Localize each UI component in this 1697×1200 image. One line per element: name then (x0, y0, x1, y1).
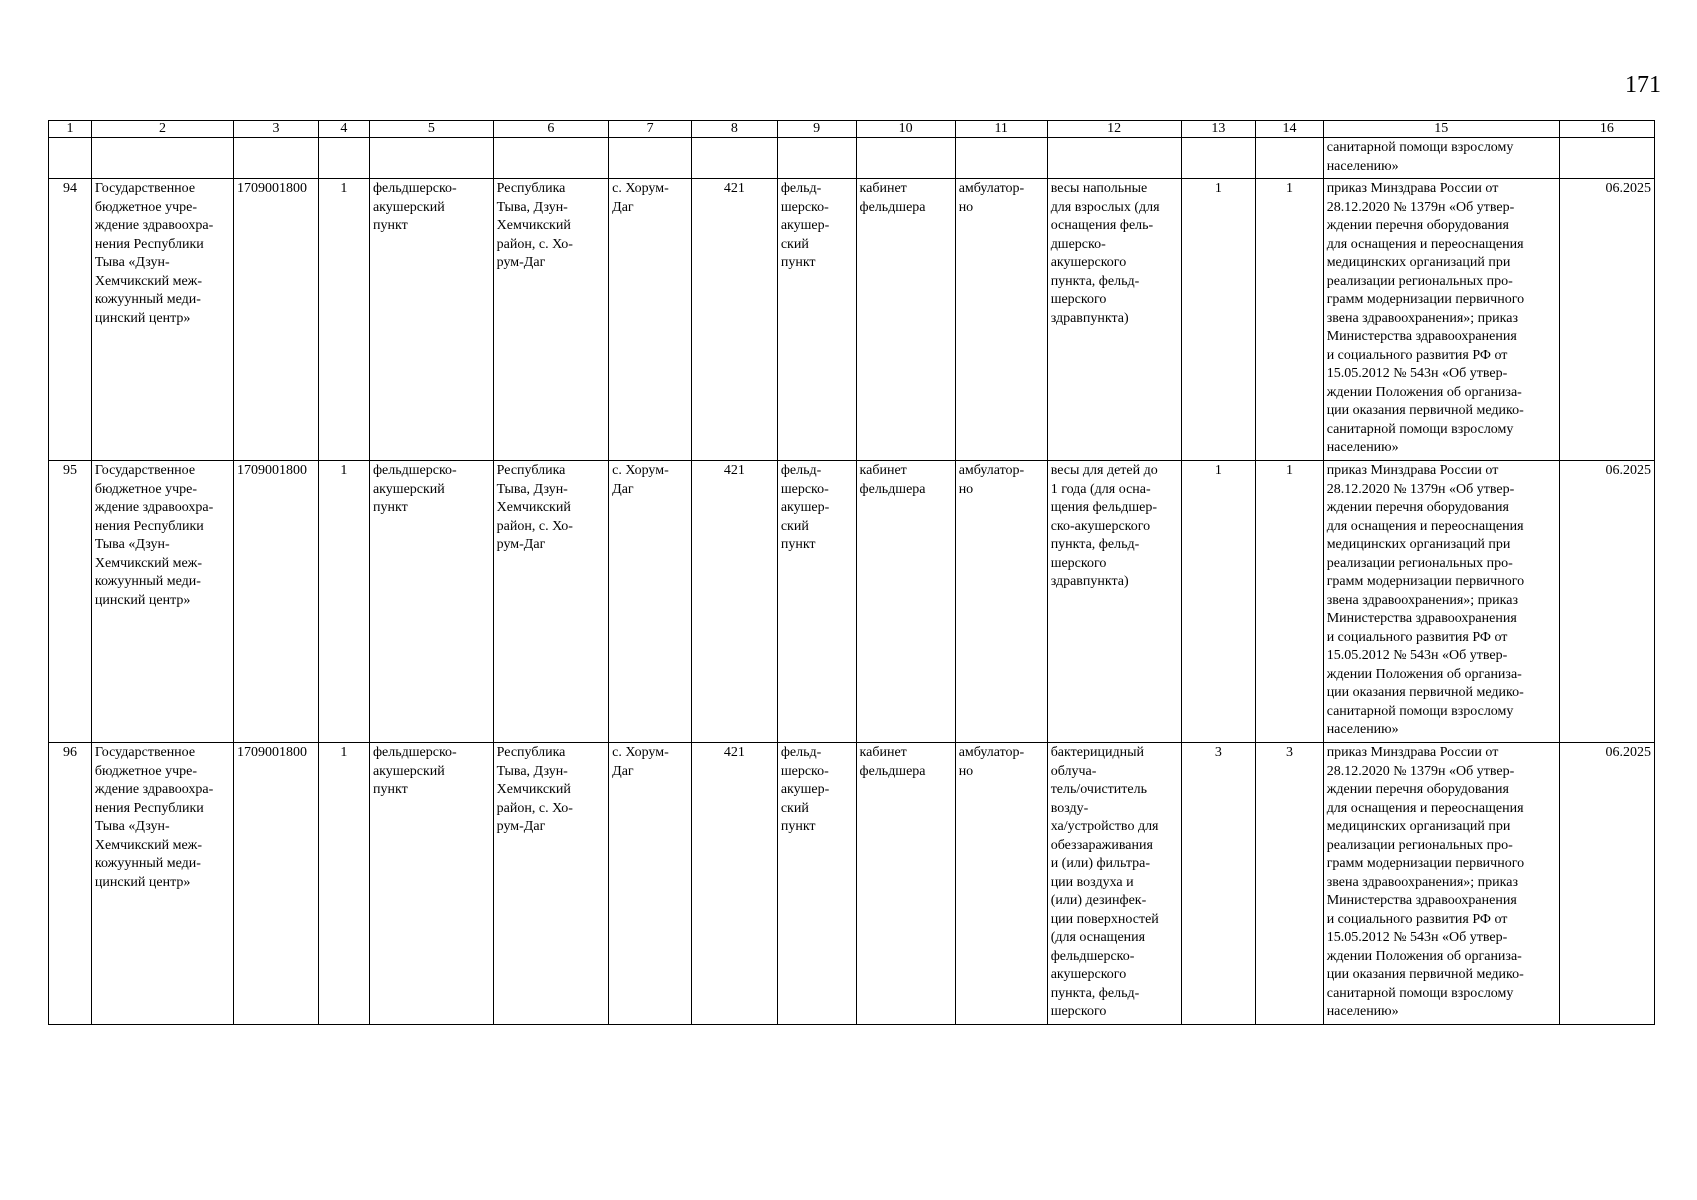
equipment-name: весы для детей до 1 года (для осна- щения фельдшер- ско-акушерского пункта, фельд- шерского здравпункта) (1047, 461, 1181, 743)
care-mode: амбулатор- но (955, 743, 1047, 1025)
continuation-row (49, 138, 1655, 179)
unit-type: фельд- шерско- акушер- ский пункт (777, 179, 856, 461)
room: кабинет фельдшера (856, 743, 955, 1025)
column-header-7: 7 (609, 121, 692, 138)
settlement: с. Хорум- Даг (609, 179, 692, 461)
page-number: 171 (1625, 72, 1661, 98)
cell (1559, 138, 1654, 179)
column-header-16: 16 (1559, 121, 1654, 138)
settlement: с. Хорум- Даг (609, 743, 692, 1025)
organization-code: 1709001800 (234, 461, 319, 743)
row-number: 95 (49, 461, 92, 743)
equipment-table (48, 120, 1655, 1025)
col-8-value: 421 (691, 461, 777, 743)
column-header-5: 5 (369, 121, 493, 138)
organization-code: 1709001800 (234, 179, 319, 461)
facility-type: фельдшерско- акушерский пункт (369, 179, 493, 461)
cell (234, 138, 319, 179)
settlement: с. Хорум- Даг (609, 461, 692, 743)
unit-type: фельд- шерско- акушер- ский пункт (777, 461, 856, 743)
date: 06.2025 (1559, 179, 1654, 461)
col-4-value: 1 (318, 461, 369, 743)
quantity-col-14: 3 (1256, 743, 1323, 1025)
quantity-col-13: 3 (1181, 743, 1256, 1025)
cell (1256, 138, 1323, 179)
quantity-col-14: 1 (1256, 179, 1323, 461)
table-row (49, 743, 1655, 1025)
organization-name: Государственное бюджетное учре- ждение здравоохра- нения Республики Тыва «Дзун- Хемчикский меж- кожуунный меди- цинский центр» (91, 461, 233, 743)
column-header-12: 12 (1047, 121, 1181, 138)
regulation-reference: приказ Минздрава России от 28.12.2020 № 1379н «Об утвер- ждении перечня оборудования для оснащения и переоснащения медицинских организаций при реализации региональных про- грамм модернизации первичного звена здравоохранения»; приказ Министерства здравоохранения и социального развития РФ от 15.05.2012 № 543н «Об утвер- ждении Положения об организа- ции оказания первичной медико- санитарной помощи взрослому населению» (1323, 179, 1559, 461)
continuation-regulation-cell: санитарной помощи взрослому населению» (1323, 138, 1559, 179)
room: кабинет фельдшера (856, 461, 955, 743)
cell (493, 138, 609, 179)
address: Республика Тыва, Дзун- Хемчикский район, с. Хо- рум-Даг (493, 743, 609, 1025)
room: кабинет фельдшера (856, 179, 955, 461)
address: Республика Тыва, Дзун- Хемчикский район, с. Хо- рум-Даг (493, 179, 609, 461)
organization-name: Государственное бюджетное учре- ждение здравоохра- нения Республики Тыва «Дзун- Хемчикский меж- кожуунный меди- цинский центр» (91, 179, 233, 461)
quantity-col-14: 1 (1256, 461, 1323, 743)
column-header-2: 2 (91, 121, 233, 138)
column-header-1: 1 (49, 121, 92, 138)
cell (777, 138, 856, 179)
cell (369, 138, 493, 179)
quantity-col-13: 1 (1181, 179, 1256, 461)
cell (91, 138, 233, 179)
cell (318, 138, 369, 179)
cell (1181, 138, 1256, 179)
column-header-15: 15 (1323, 121, 1559, 138)
column-header-6: 6 (493, 121, 609, 138)
facility-type: фельдшерско- акушерский пункт (369, 743, 493, 1025)
date: 06.2025 (1559, 461, 1654, 743)
date: 06.2025 (1559, 743, 1654, 1025)
col-4-value: 1 (318, 743, 369, 1025)
row-number: 94 (49, 179, 92, 461)
regulation-reference: приказ Минздрава России от 28.12.2020 № 1379н «Об утвер- ждении перечня оборудования для оснащения и переоснащения медицинских организаций при реализации региональных про- грамм модернизации первичного звена здравоохранения»; приказ Министерства здравоохранения и социального развития РФ от 15.05.2012 № 543н «Об утвер- ждении Положения об организа- ции оказания первичной медико- санитарной помощи взрослому населению» (1323, 743, 1559, 1025)
row-number: 96 (49, 743, 92, 1025)
organization-code: 1709001800 (234, 743, 319, 1025)
unit-type: фельд- шерско- акушер- ский пункт (777, 743, 856, 1025)
address: Республика Тыва, Дзун- Хемчикский район, с. Хо- рум-Даг (493, 461, 609, 743)
equipment-name: весы напольные для взрослых (для оснащения фель- дшерско- акушерского пункта, фельд- шерского здравпункта) (1047, 179, 1181, 461)
column-header-14: 14 (1256, 121, 1323, 138)
col-8-value: 421 (691, 743, 777, 1025)
equipment-name: бактерицидный облуча- тель/очиститель возду- ха/устройство для обеззараживания и (или) фильтра- ции воздуха и (или) дезинфек- ции поверхностей (для оснащения фельдшерско- акушерского пункта, фельд- шерского (1047, 743, 1181, 1025)
facility-type: фельдшерско- акушерский пункт (369, 461, 493, 743)
column-header-10: 10 (856, 121, 955, 138)
cell (955, 138, 1047, 179)
cell (1047, 138, 1181, 179)
table-row (49, 179, 1655, 461)
column-header-13: 13 (1181, 121, 1256, 138)
col-8-value: 421 (691, 179, 777, 461)
regulation-reference: приказ Минздрава России от 28.12.2020 № 1379н «Об утвер- ждении перечня оборудования для оснащения и переоснащения медицинских организаций при реализации региональных про- грамм модернизации первичного звена здравоохранения»; приказ Министерства здравоохранения и социального развития РФ от 15.05.2012 № 543н «Об утвер- ждении Положения об организа- ции оказания первичной медико- санитарной помощи взрослому населению» (1323, 461, 1559, 743)
cell (856, 138, 955, 179)
quantity-col-13: 1 (1181, 461, 1256, 743)
organization-name: Государственное бюджетное учре- ждение здравоохра- нения Республики Тыва «Дзун- Хемчикский меж- кожуунный меди- цинский центр» (91, 743, 233, 1025)
column-header-3: 3 (234, 121, 319, 138)
header-row (49, 121, 1655, 138)
table-row (49, 461, 1655, 743)
column-header-8: 8 (691, 121, 777, 138)
care-mode: амбулатор- но (955, 461, 1047, 743)
column-header-4: 4 (318, 121, 369, 138)
care-mode: амбулатор- но (955, 179, 1047, 461)
cell (691, 138, 777, 179)
cell (49, 138, 92, 179)
col-4-value: 1 (318, 179, 369, 461)
column-header-9: 9 (777, 121, 856, 138)
column-header-11: 11 (955, 121, 1047, 138)
cell (609, 138, 692, 179)
